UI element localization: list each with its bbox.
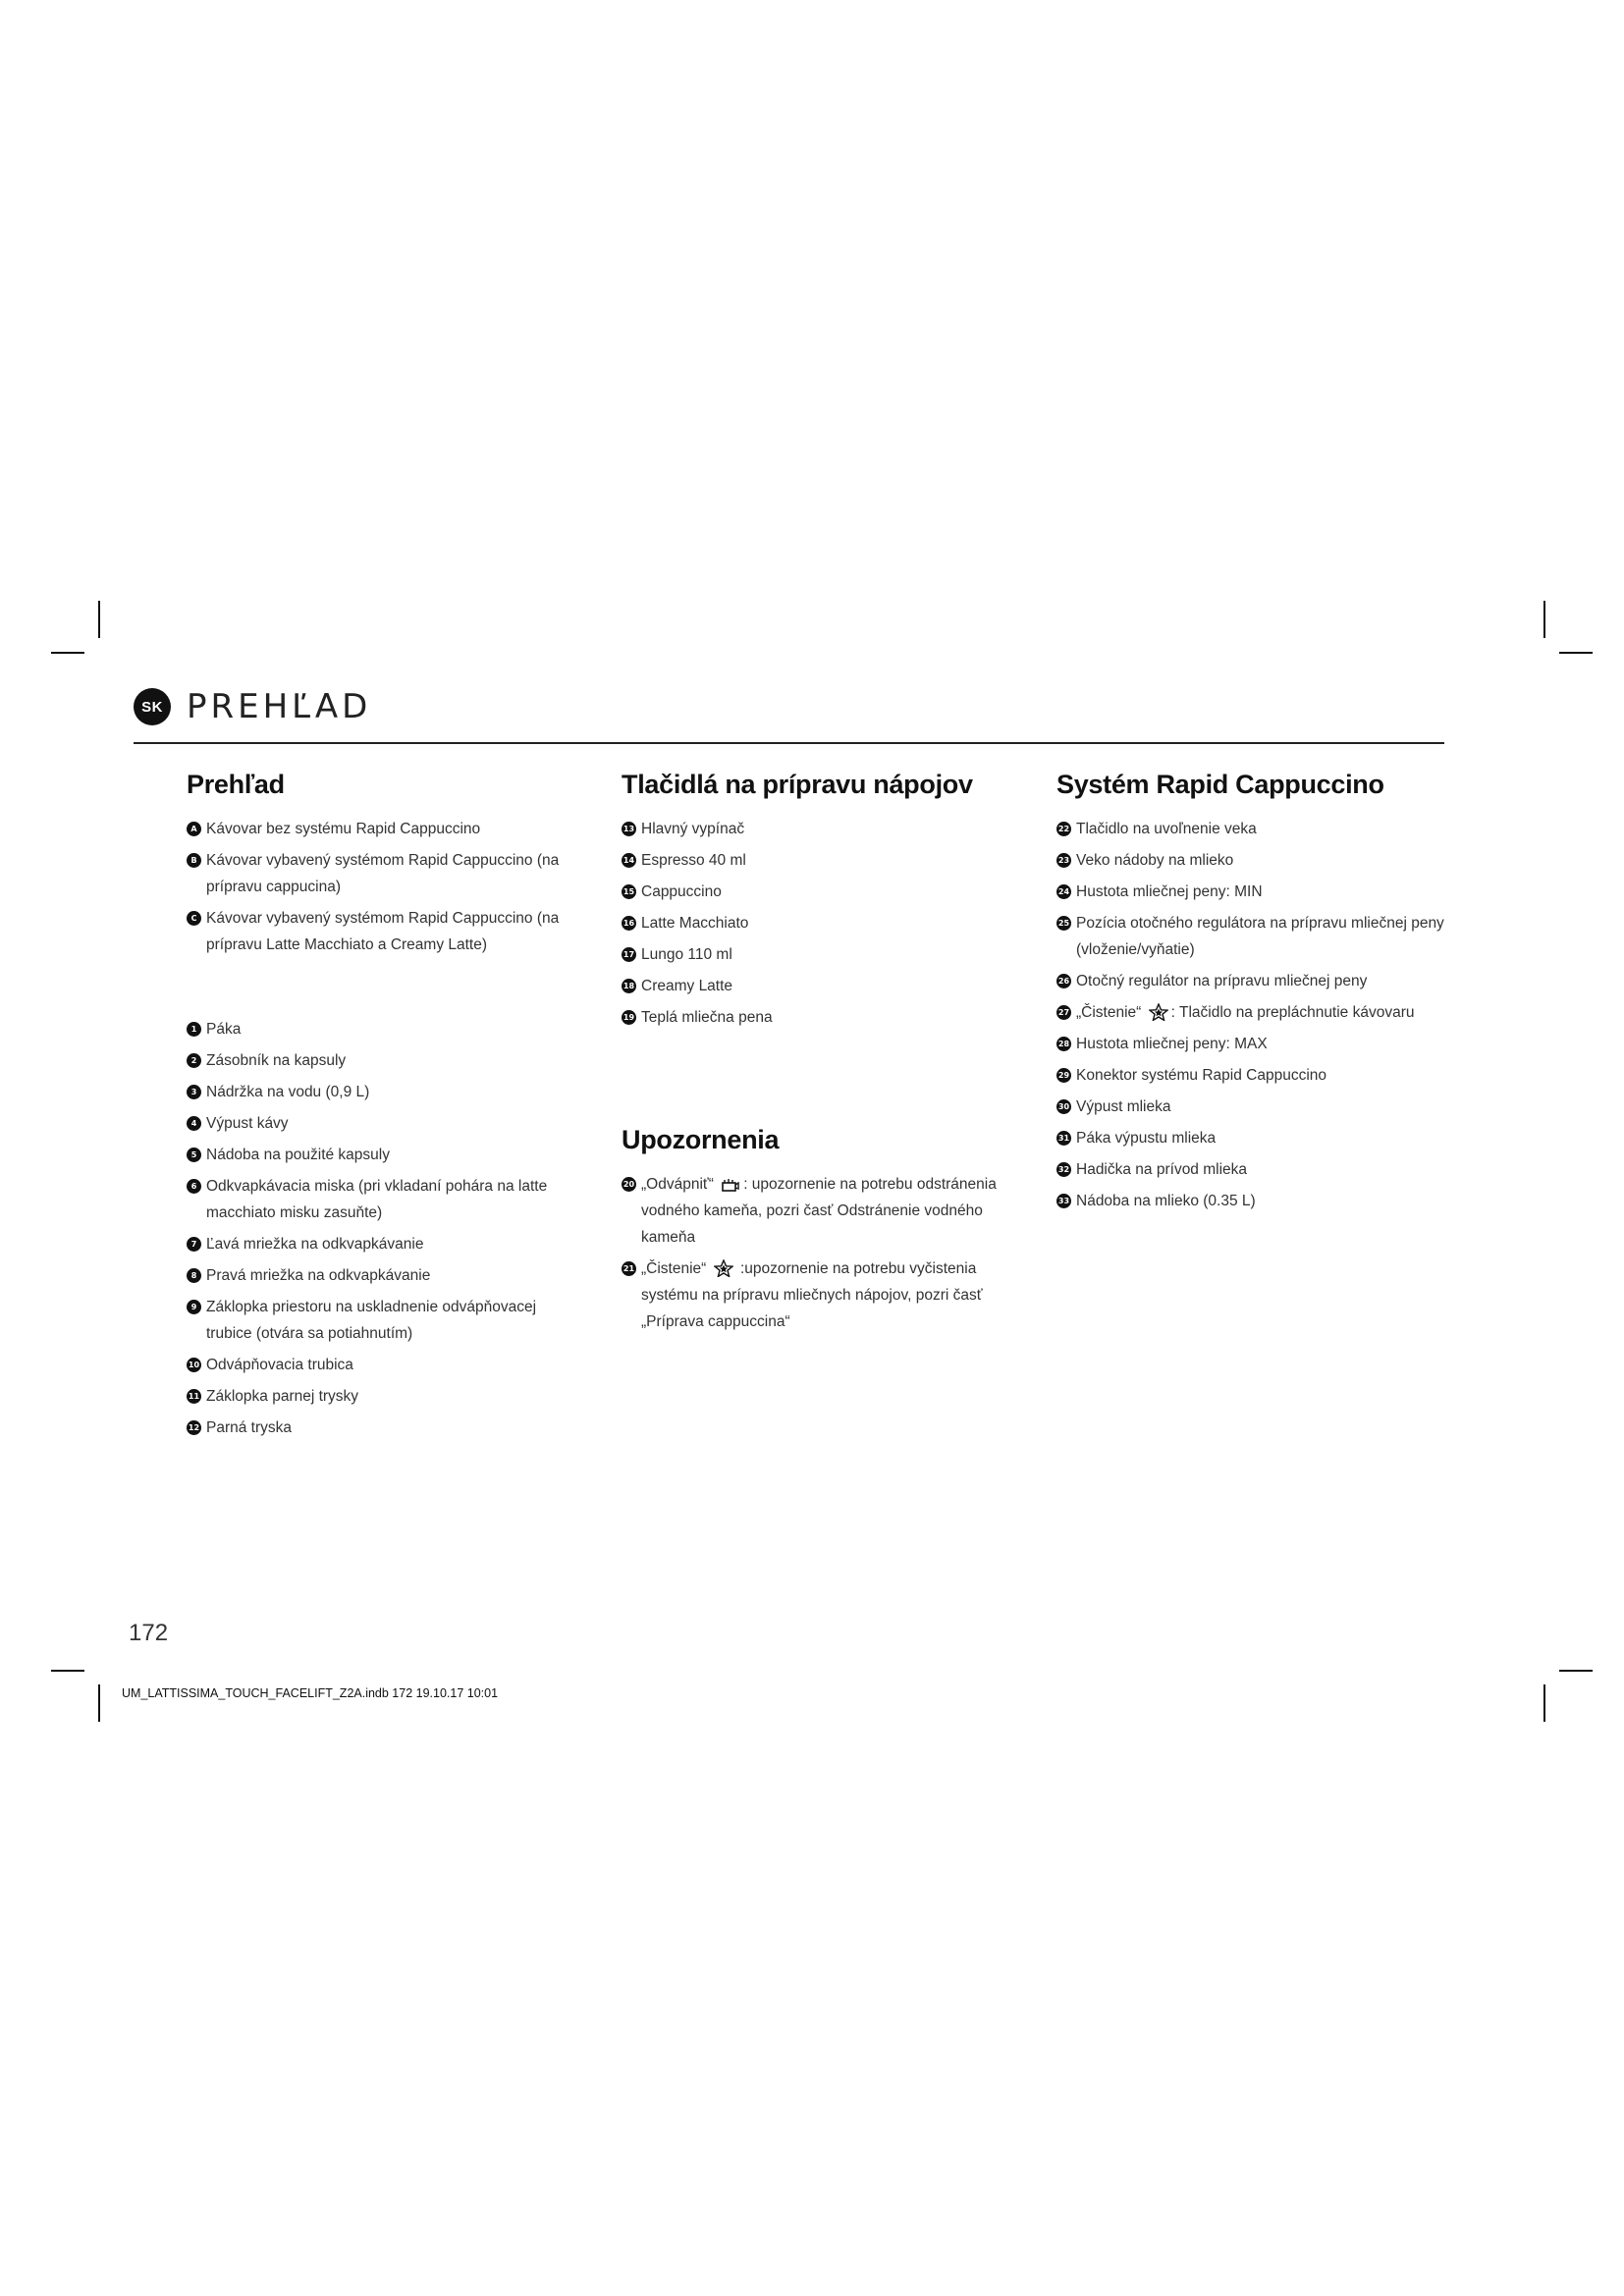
spacer: [187, 989, 579, 1016]
item-badge: 12: [187, 1420, 201, 1435]
item-text: Páka výpustu mlieka: [1076, 1130, 1217, 1147]
item-text: Kávovar bez systému Rapid Cappuccino: [206, 821, 481, 837]
list-item: [1056, 1156, 1449, 1183]
item-text: Latte Macchiato: [641, 915, 749, 932]
item-badge: 23: [1056, 853, 1071, 868]
list-item: [187, 905, 579, 958]
item-text: Kávovar vybavený systémom Rapid Cappuccino (na prípravu cappucina): [206, 852, 560, 895]
list-item: [1056, 847, 1449, 874]
item-text: Espresso 40 ml: [641, 852, 746, 869]
cleaning-star-icon: [1149, 999, 1168, 1026]
item-label: „Odvápniť“: [641, 1176, 714, 1193]
item-label: „Čistenie“: [641, 1260, 707, 1277]
list-item: [1056, 968, 1449, 994]
item-badge: 4: [187, 1116, 201, 1131]
item-badge: 10: [187, 1358, 201, 1372]
item-badge: 3: [187, 1085, 201, 1099]
list-item: [622, 941, 1014, 968]
item-badge: C: [187, 911, 201, 926]
item-text: Konektor systému Rapid Cappuccino: [1076, 1067, 1327, 1084]
item-badge: 33: [1056, 1194, 1071, 1208]
list-item: [187, 1415, 579, 1441]
item-badge: 14: [622, 853, 636, 868]
list-item: [622, 1255, 1014, 1335]
crop-mark: [1559, 1670, 1593, 1672]
list-item: [187, 1173, 579, 1226]
alerts-heading: Upozornenia: [622, 1125, 780, 1154]
alerts-list: [622, 1171, 1014, 1335]
page-number: 172: [129, 1620, 169, 1646]
list-item: [187, 1231, 579, 1257]
item-badge: 26: [1056, 974, 1071, 988]
item-badge: 15: [622, 884, 636, 899]
language-badge: SK: [134, 688, 171, 725]
item-text: [641, 1171, 1014, 1251]
crop-mark: [1543, 601, 1545, 638]
cleaning-star-icon: [714, 1255, 733, 1282]
item-text: Odvápňovacia trubica: [206, 1357, 353, 1373]
list-item: [1056, 1094, 1449, 1120]
item-description: : Tlačidlo na prepláchnutie kávovaru: [1170, 1004, 1415, 1021]
list-item: [622, 973, 1014, 999]
item-text: Výpust mlieka: [1076, 1098, 1171, 1115]
list-item: [187, 1352, 579, 1378]
item-badge: 29: [1056, 1068, 1071, 1083]
list-item: [1056, 879, 1449, 905]
parts-list: [187, 1016, 579, 1441]
item-text: Kávovar vybavený systémom Rapid Cappuccino (na prípravu Latte Macchiato a Creamy Latte): [206, 910, 560, 953]
item-badge: 28: [1056, 1037, 1071, 1051]
item-text: Výpust kávy: [206, 1115, 289, 1132]
item-badge: 24: [1056, 884, 1071, 899]
crop-mark: [51, 652, 84, 654]
item-text: [641, 1255, 1014, 1335]
crop-mark: [1543, 1684, 1545, 1722]
list-item: [187, 1016, 579, 1042]
item-badge: 18: [622, 979, 636, 993]
buttons-heading: Tlačidlá na prípravu nápojov: [622, 770, 973, 799]
item-badge: 21: [622, 1261, 636, 1276]
item-badge: 25: [1056, 916, 1071, 931]
spacer: [187, 963, 579, 989]
buttons-column: [622, 770, 1014, 1340]
item-text: Teplá mliečna pena: [641, 1009, 773, 1026]
item-badge: 16: [622, 916, 636, 931]
list-item: [187, 1383, 579, 1410]
item-description: :upozornenie na potrebu vyčistenia systému na prípravu mliečnych nápojov, pozri časť „Príprava cappuccina“: [641, 1260, 983, 1330]
item-badge: 20: [622, 1177, 636, 1192]
item-badge: 31: [1056, 1131, 1071, 1146]
header-rule: [134, 742, 1444, 744]
list-item: [622, 879, 1014, 905]
overview-heading: Prehľad: [187, 770, 285, 799]
print-slug: UM_LATTISSIMA_TOUCH_FACELIFT_Z2A.indb 172 19.10.17 10:01: [122, 1686, 499, 1700]
item-badge: 32: [1056, 1162, 1071, 1177]
item-badge: 30: [1056, 1099, 1071, 1114]
list-item: [187, 1262, 579, 1289]
item-badge: 27: [1056, 1005, 1071, 1020]
list-item: [1056, 1031, 1449, 1057]
item-text: Nádoba na mlieko (0.35 L): [1076, 1193, 1256, 1209]
item-text: Tlačidlo na uvoľnenie veka: [1076, 821, 1257, 837]
item-text: Hustota mliečnej peny: MAX: [1076, 1036, 1268, 1052]
item-text: Hlavný vypínač: [641, 821, 745, 837]
page-header: [134, 687, 371, 726]
rapid-cappuccino-column: [1056, 770, 1449, 1219]
item-badge: 1: [187, 1022, 201, 1037]
list-item: [622, 1171, 1014, 1251]
item-badge: 17: [622, 947, 636, 962]
crop-mark: [1559, 652, 1593, 654]
list-item: [622, 1004, 1014, 1031]
item-text: [1076, 999, 1449, 1026]
list-item: [187, 816, 579, 842]
item-text: Odkvapkávacia miska (pri vkladaní pohára na latte macchiato misku zasuňte): [206, 1178, 548, 1221]
list-item: [1056, 999, 1449, 1026]
crop-mark: [98, 1684, 100, 1722]
descaling-icon: [721, 1171, 740, 1198]
item-text: Nádoba na použité kapsuly: [206, 1147, 390, 1163]
item-badge: 13: [622, 822, 636, 836]
list-item: [1056, 1125, 1449, 1151]
item-label: „Čistenie“: [1076, 1004, 1142, 1021]
list-item: [187, 1110, 579, 1137]
item-text: Cappuccino: [641, 883, 722, 900]
crop-mark: [51, 1670, 84, 1672]
item-text: Lungo 110 ml: [641, 946, 732, 963]
item-text: Ľavá mriežka na odkvapkávanie: [206, 1236, 424, 1253]
item-badge: B: [187, 853, 201, 868]
item-badge: 5: [187, 1148, 201, 1162]
item-text: Parná tryska: [206, 1419, 293, 1436]
item-badge: 19: [622, 1010, 636, 1025]
item-text: Záklopka parnej trysky: [206, 1388, 359, 1405]
list-item: [1056, 910, 1449, 963]
list-item: [187, 847, 579, 900]
item-badge: 22: [1056, 822, 1071, 836]
list-item: [1056, 1062, 1449, 1089]
rapid-list: [1056, 816, 1449, 1214]
overview-column: [187, 770, 579, 1446]
list-item: [187, 1142, 579, 1168]
item-badge: A: [187, 822, 201, 836]
list-item: [187, 1079, 579, 1105]
item-text: Hadička na prívod mlieka: [1076, 1161, 1248, 1178]
item-text: Creamy Latte: [641, 978, 733, 994]
page-title: PREHĽAD: [187, 687, 372, 726]
item-badge: 8: [187, 1268, 201, 1283]
item-text: Veko nádoby na mlieko: [1076, 852, 1234, 869]
list-item: [187, 1294, 579, 1347]
item-text: Pozícia otočného regulátora na prípravu mliečnej peny (vloženie/vyňatie): [1076, 915, 1444, 958]
item-text: Záklopka priestoru na uskladnenie odvápňovacej trubice (otvára sa potiahnutím): [206, 1299, 537, 1342]
list-item: [622, 816, 1014, 842]
rapid-heading: Systém Rapid Cappuccino: [1056, 770, 1384, 799]
model-list: [187, 816, 579, 958]
list-item: [622, 847, 1014, 874]
item-badge: 2: [187, 1053, 201, 1068]
list-item: [1056, 1188, 1449, 1214]
item-text: Zásobník na kapsuly: [206, 1052, 347, 1069]
item-description: : upozornenie na potrebu odstránenia vodného kameňa, pozri časť Odstránenie vodného kameňa: [641, 1176, 997, 1246]
item-text: Hustota mliečnej peny: MIN: [1076, 883, 1263, 900]
item-badge: 6: [187, 1179, 201, 1194]
alerts-section: [622, 1125, 1014, 1335]
item-text: Otočný regulátor na prípravu mliečnej peny: [1076, 973, 1368, 989]
list-item: [187, 1047, 579, 1074]
crop-mark: [98, 601, 100, 638]
item-text: Páka: [206, 1021, 242, 1038]
item-badge: 9: [187, 1300, 201, 1314]
item-badge: 7: [187, 1237, 201, 1252]
item-badge: 11: [187, 1389, 201, 1404]
buttons-list: [622, 816, 1014, 1031]
list-item: [622, 910, 1014, 936]
item-text: Nádržka na vodu (0,9 L): [206, 1084, 370, 1100]
list-item: [1056, 816, 1449, 842]
item-text: Pravá mriežka na odkvapkávanie: [206, 1267, 431, 1284]
